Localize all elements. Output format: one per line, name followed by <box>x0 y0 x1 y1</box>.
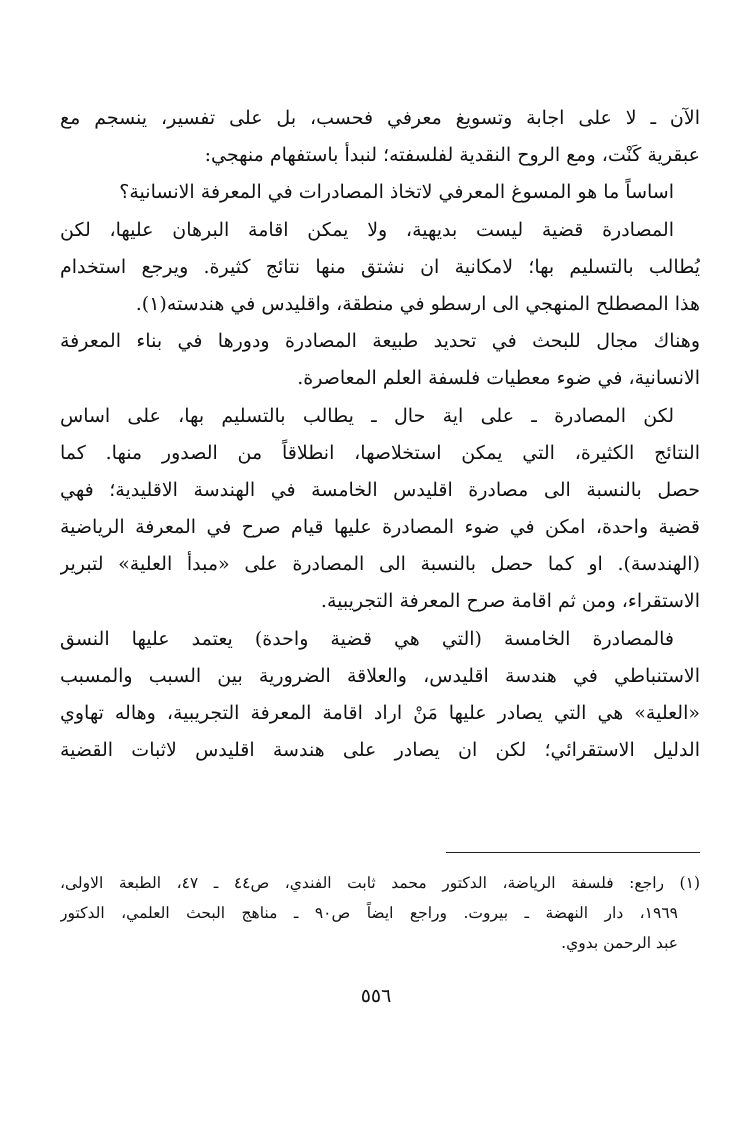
body-line-1: الآن ـ لا على اجابة وتسويغ معرفي فحسب، بل على تفسير، ينسجم مع <box>60 107 700 129</box>
body-line-4: المصادرة قضية ليست بديهية، ولا يمكن اقامة البرهان عليها، لكن <box>60 218 674 241</box>
body-line-16: الاستنباطي في هندسة اقليدس، والعلاقة الضرورية بين السبب والمسبب <box>60 664 700 687</box>
body-line-7: وهناك مجال للبحث في تحديد طبيعة المصادرة ودورها في بناء المعرفة <box>60 330 700 353</box>
footnote-divider <box>446 852 700 853</box>
footnotes <box>60 868 700 958</box>
footnote-line-3: عبد الرحمن بدوي. <box>561 934 678 952</box>
body-line-15: فالمصادرة الخامسة (التي هي قضية واحدة) يعتمد عليها النسق <box>60 627 674 650</box>
body-line-6: هذا المصطلح المنهجي الى ارسطو في منطقة، واقليدس في هندسته(١). <box>135 292 700 315</box>
body-line-2: عبقرية كَنْت، ومع الروح النقدية لفلسفته؛ لنبدأ باستفهام منهجي: <box>204 144 700 167</box>
body-line-8: الانسانية، في ضوء معطيات فلسفة العلم المعاصرة. <box>297 367 700 390</box>
body-line-5: يُطالب بالتسليم بها؛ لامكانية ان نشتق منها نتائج كثيرة. ويرجع استخدام <box>60 255 700 278</box>
footnote-line-2: ١٩٦٩، دار النهضة ـ بيروت. وراجع ايضاً ص٩٠ ـ مناهج البحث العلمي، الدكتور <box>60 904 678 922</box>
body-line-17: «العلية» هي التي يصادر عليها مَنْ اراد اقامة المعرفة التجريبية، وهاله تهاوي <box>60 702 700 724</box>
body-line-14: الاستقراء، ومن ثم اقامة صرح المعرفة التجريبية. <box>320 590 700 613</box>
body-line-10: النتائج الكثيرة، التي يمكن استخلاصها، انطلاقاً من الصدور منها. كما <box>60 441 700 464</box>
body-line-3: اساساً ما هو المسوغ المعرفي لاتخاذ المصادرات في المعرفة الانسانية؟ <box>119 181 674 204</box>
body-line-13: (الهندسة). او كما حصل بالنسبة الى المصادرة على «مبدأ العلية» لتبرير <box>60 553 700 576</box>
body-line-12: قضية واحدة، امكن في ضوء المصادرة عليها قيام صرح في المعرفة الرياضية <box>60 516 700 539</box>
body-line-11: حصل بالنسبة الى مصادرة اقليدس الخامسة في الهندسة الاقليدية؛ فهي <box>60 478 700 501</box>
footnote-line-1: (١) راجع: فلسفة الرياضة، الدكتور محمد ثابت الفندي، ص٤٤ ـ ٤٧، الطبعة الاولى، <box>60 874 700 892</box>
page-number: ٥٥٦ <box>360 985 392 1007</box>
body-line-18: الدليل الاستقرائي؛ لكن ان يصادر على هندسة اقليدس لاثبات القضية <box>60 739 700 762</box>
body-line-9: لكن المصادرة ـ على اية حال ـ يطالب بالتسليم بها، على اساس <box>60 404 674 427</box>
body-text <box>60 100 700 769</box>
